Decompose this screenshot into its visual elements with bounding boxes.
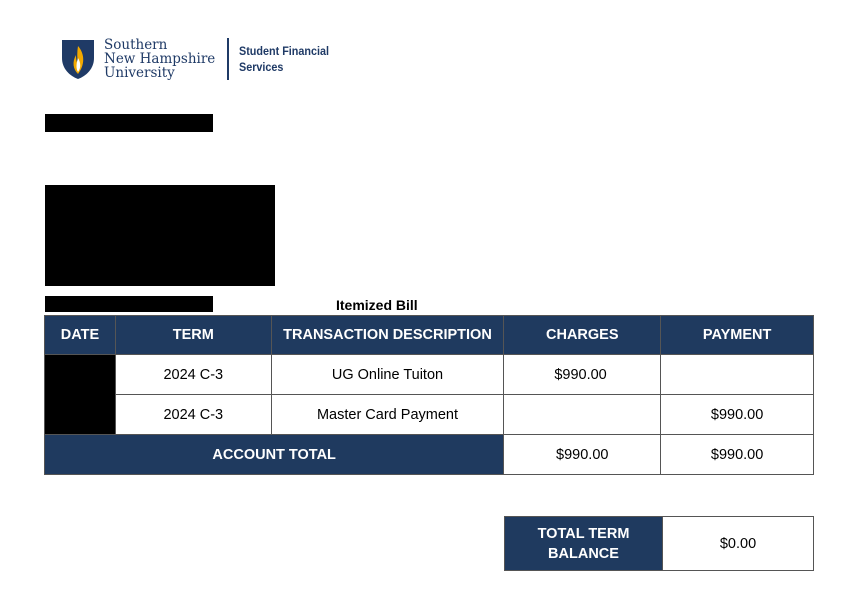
account-total-row [45, 435, 814, 475]
column-header-date: DATE [45, 316, 116, 355]
table-row [45, 355, 814, 395]
payment-cell: $990.00 [661, 395, 814, 435]
column-header-term: TERM [115, 316, 271, 355]
term-balance-row [505, 517, 814, 571]
account-total-label: ACCOUNT TOTAL [45, 435, 504, 475]
department-name [239, 43, 329, 75]
redacted-address-block [45, 185, 275, 286]
university-name [104, 38, 215, 80]
term-cell: 2024 C-3 [115, 355, 271, 395]
term-balance-label [505, 517, 663, 571]
redacted-date-cell [45, 355, 116, 435]
account-total-charges: $990.00 [504, 435, 661, 475]
term-cell: 2024 C-3 [115, 395, 271, 435]
redacted-student-id [45, 296, 213, 312]
table-row [45, 395, 814, 435]
snhu-shield-flame-icon [60, 38, 96, 80]
term-balance-label-line-1: TOTAL TERM [537, 525, 630, 542]
charges-cell [504, 395, 661, 435]
department-name-line-2: Services [238, 60, 284, 74]
column-header-description: TRANSACTION DESCRIPTION [271, 316, 504, 355]
snhu-logo [60, 37, 339, 81]
redacted-student-name [45, 114, 213, 132]
university-name-line-2: New Hampshire [104, 51, 216, 67]
description-cell: UG Online Tuiton [271, 355, 504, 395]
logo-divider [227, 38, 229, 80]
itemized-bill-table [44, 315, 814, 475]
payment-cell [661, 355, 814, 395]
bill-title: Itemized Bill [336, 297, 418, 313]
term-balance-value: $0.00 [663, 517, 814, 571]
account-total-payment: $990.00 [661, 435, 814, 475]
description-cell: Master Card Payment [271, 395, 504, 435]
column-header-payment: PAYMENT [661, 316, 814, 355]
department-name-line-1: Student Financial [238, 44, 329, 58]
term-balance-table [504, 516, 814, 571]
table-header-row [45, 316, 814, 355]
university-name-line-3: University [104, 65, 175, 81]
university-name-line-1: Southern [104, 37, 168, 53]
charges-cell: $990.00 [504, 355, 661, 395]
term-balance-label-line-2: BALANCE [548, 545, 619, 562]
column-header-charges: CHARGES [504, 316, 661, 355]
